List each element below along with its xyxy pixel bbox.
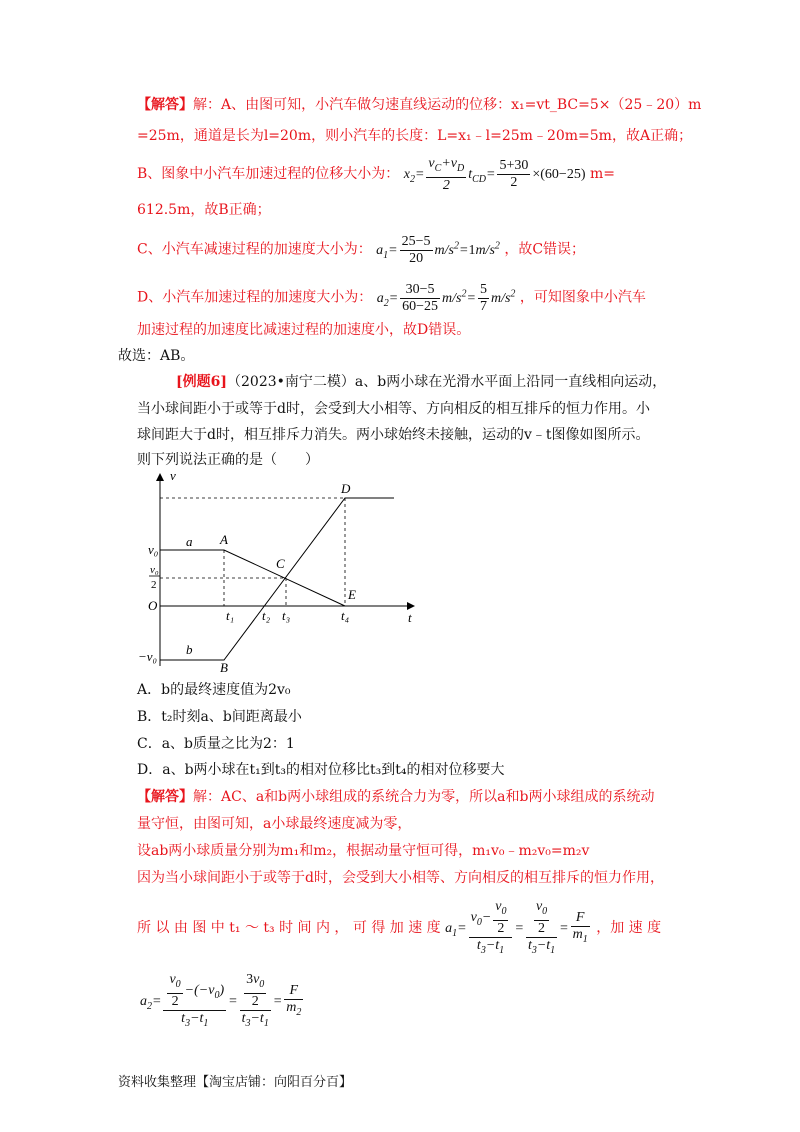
tick-t4: t₄ [341,608,350,623]
point-B: B [220,660,228,675]
solution2-line4: 因为当小球间距小于或等于d时，会受到大小相等、方向相反的相互排斥的恒力作用， [137,870,664,886]
tick-t3: t₃ [282,608,291,623]
solution1-line2: =25m，通道是长为l=20m，则小汽车的长度：L=x₁﹣l=25m﹣20m=5m，故A正确； [137,128,693,144]
lineD-suffix: ，可知图象中小汽车 [519,289,646,306]
solution2-line3: 设ab两小球质量分别为m₁和m₂，根据动量守恒可得，m₁v₀﹣m₂v₀=m₂v [137,843,590,859]
label-b: b [186,642,193,657]
lineB-prefix: B、图象中小汽车加速过程的位移大小为： [137,166,400,183]
example-line2: 当小球间距小于或等于d时，会受到大小相等、方向相反的相互排斥的恒力作用。小 [137,401,650,417]
solution1-lineD [137,276,646,312]
example-line1 [176,372,666,392]
formula-a2-b: $a_2=$ $\frac{v_0}{2}$ $-(-v_0)$ $t_3-t_1$ = $\frac{\frac{3v_0}{2}}{t_3-t_1}$ = $\frac{F}{m_2}$ [140,971,302,1029]
point-C: C [276,556,285,571]
example-tag: [例题6] [176,374,227,390]
line-b [160,498,394,660]
v0-half-den: 2 [151,579,157,591]
v0-label: v₀ [148,542,159,557]
solution1-lineC [137,228,585,264]
origin-label: O [148,598,158,613]
example-line4: 则下列说法正确的是（ ） [137,452,319,468]
option-D: D．a、b两小球在t₁到t₃的相对位移比t₃到t₄的相对位移要大 [137,762,505,778]
tick-t2: t₂ [262,608,271,623]
v0-half-num: v₀ [150,564,159,576]
lineD-prefix: D、小汽车加速过程的加速度大小为： [137,289,373,306]
formula-a2: $a_2=$ $\frac{30-5}{60-25}$ $m/s^2=$ $\frac{5}{7}$ $m/s^2$ [376,281,516,314]
point-D: D [341,481,351,496]
lineB-suffix: m= [589,166,615,183]
solution1-lineD2: 加速过程的加速度比减速过程的加速度小，故D错误。 [137,322,471,338]
solution2-text1: 解：AC、a和b两小球组成的系统合力为零，所以a和b两小球组成的系统动 [193,789,655,805]
formula-x2: $x_2=$ $\frac{v_C+v_D}{2}$ $t_{CD}=$ $\frac{5+30}{2}$ ×(60−25) [403,156,586,193]
footer-note: 资料收集整理【淘宝店铺：向阳百分百】 [118,1075,353,1090]
point-A: A [220,532,228,547]
example-text1: （2023•南宁二模）a、b两小球在光滑水平面上沿同一直线相向运动， [227,374,667,390]
solution2-line1 [137,787,654,807]
formula-a1-b: $a_1=$ $v_0-$ $\frac{v_0}{2}$ $t_3-t_1$ = $\frac{\frac{v_0}{2}}{t_3-t_1}$ = $\frac{F}{m_1}$ [445,898,588,956]
tick-t1: t₁ [226,608,235,623]
answer1: 故选：AB。 [118,348,195,364]
solution2-line5 [137,898,661,958]
solution1-text1: 解：A、由图可知，小汽车做匀速直线运动的位移：x₁=vt_BC=5×（25﹣20）m [193,97,702,113]
solution1-lineB [137,156,615,192]
lineC-prefix: C、小汽车减速过程的加速度大小为： [137,241,372,258]
axis-v-label: v [170,468,176,483]
option-A: A．b的最终速度值为2v₀ [137,682,291,698]
vt-graph [136,466,426,676]
solution2-formula-a2 [140,966,305,1036]
solution1-lineB2: 612.5m，故B正确； [137,202,271,218]
line5-prefix: 所 以 由 图 中 t₁ ～ t₃ 时 间 内 ， 可 得 加 速 度 [137,920,441,936]
label-a: a [186,534,193,549]
answer-tag-2: 【解答】 [137,789,193,805]
lineC-suffix: ，故C错误； [504,241,586,258]
option-C: C．a、b质量之比为2：1 [137,736,295,752]
option-B: B．t₂时刻a、b间距离最小 [137,709,302,725]
solution2-line2: 量守恒，由图可知，a小球最终速度减为零， [137,816,412,832]
answer-tag: 【解答】 [137,97,193,113]
axis-t-label: t [408,610,412,625]
solution1-line1 [137,95,701,115]
formula-a1: $a_1=$ $\frac{25-5}{20}$ $m/s^2=1m/s^2$ [376,233,500,266]
line5-suffix: ，加 速 度 [596,920,662,936]
point-E: E [348,587,356,602]
example-line3: 球间距大于d时，相互排斥力消失。两小球始终未接触，运动的v﹣t图像如图所示。 [137,427,650,443]
neg-v0-label: −v₀ [138,649,158,664]
